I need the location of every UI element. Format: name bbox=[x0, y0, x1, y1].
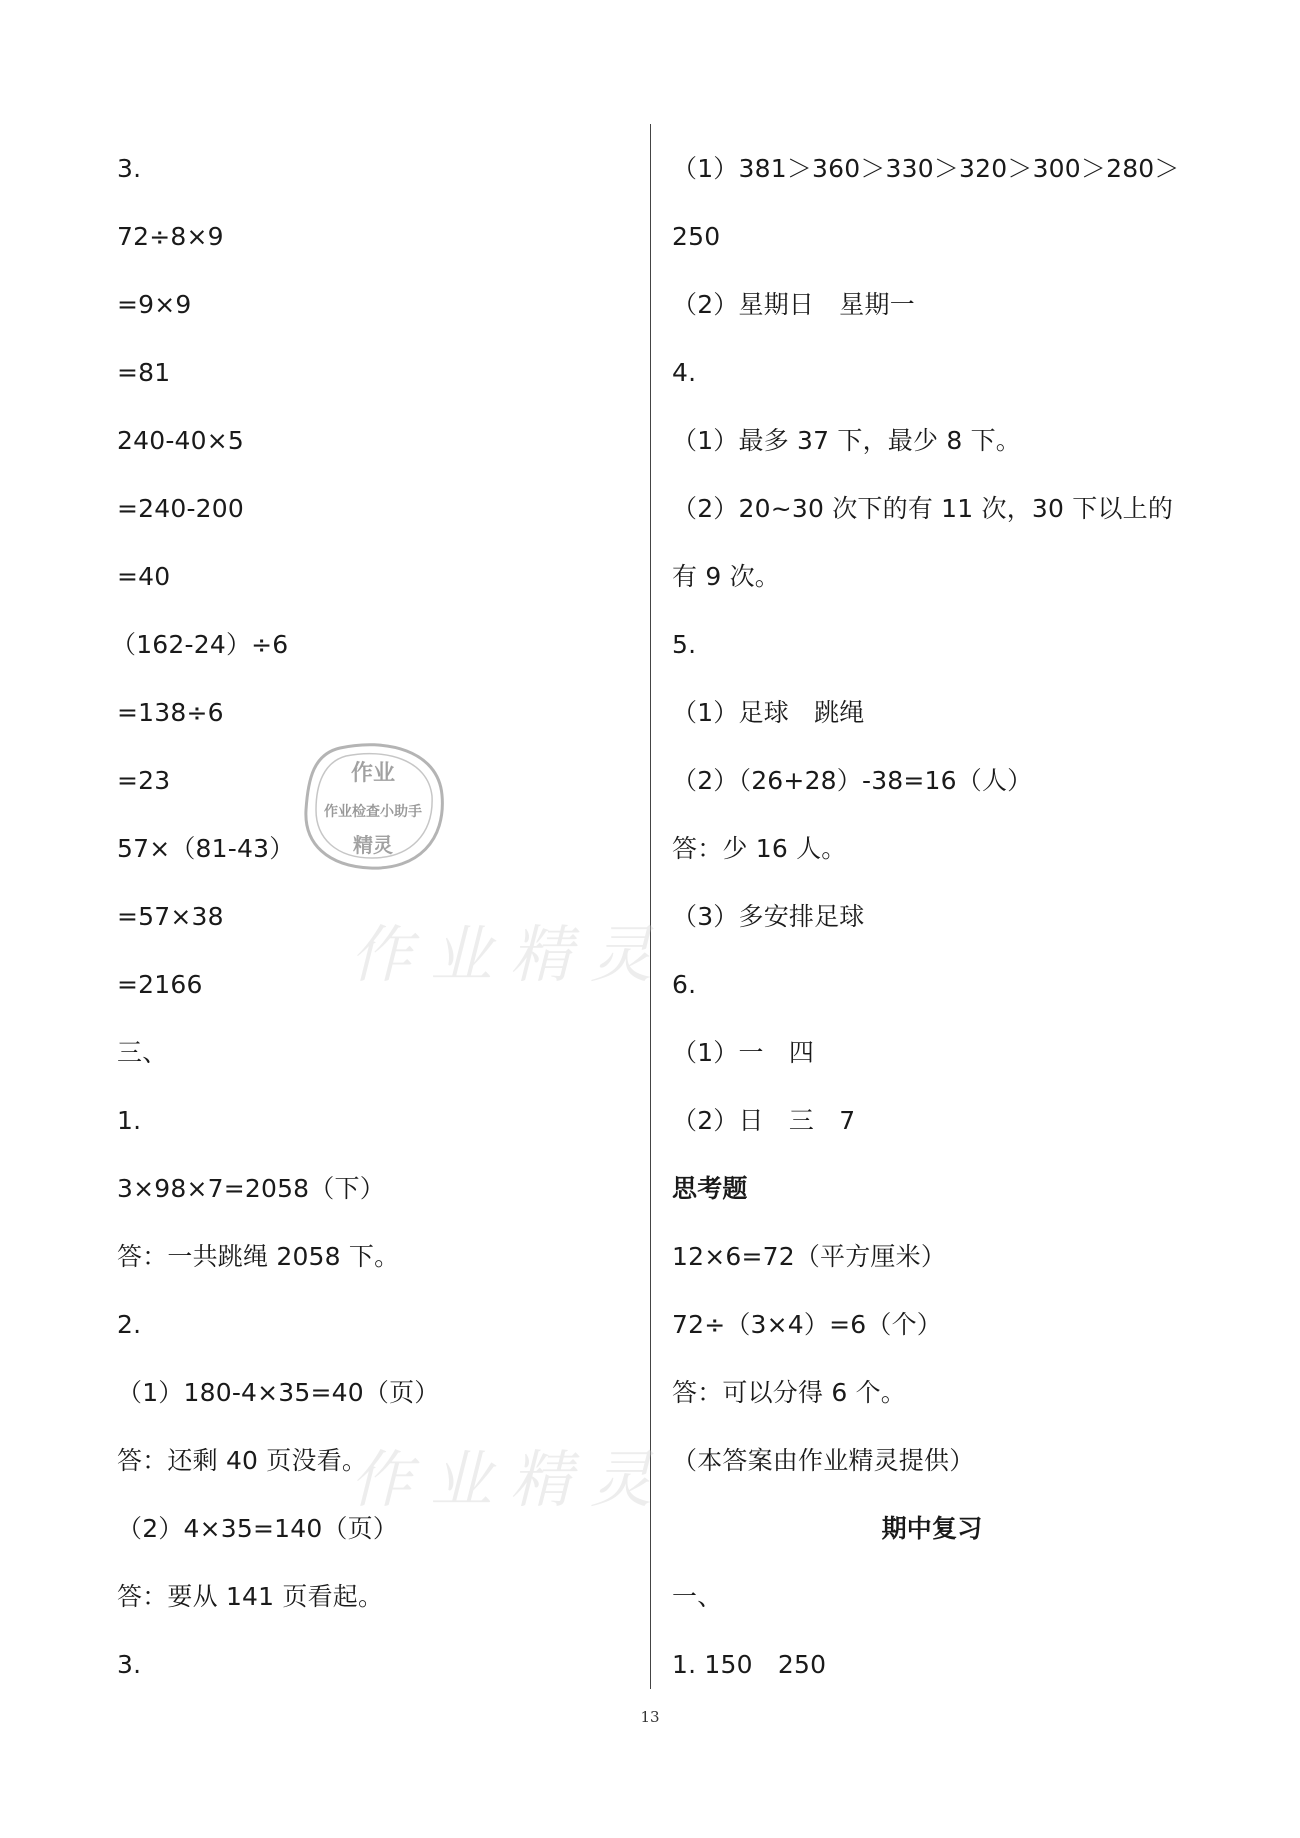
watermark-text: 作业精灵 bbox=[350, 1443, 671, 1516]
answer-line: 12×6=72（平方厘米） bbox=[672, 1242, 947, 1271]
answer-line: =9×9 bbox=[117, 290, 192, 319]
stamp-bottom-text: 精灵 bbox=[353, 833, 393, 857]
chapter-title: 期中复习 bbox=[881, 1514, 983, 1543]
answer-line: 72÷8×9 bbox=[117, 222, 224, 251]
answer-line: 4. bbox=[672, 358, 697, 387]
answer-line: 250 bbox=[672, 222, 721, 251]
stamp-watermark bbox=[300, 740, 446, 876]
answer-line: 答：一共跳绳 2058 下。 bbox=[117, 1242, 400, 1271]
answer-line: （1）381＞360＞330＞320＞300＞280＞ bbox=[672, 154, 1180, 183]
answer-line: 一、 bbox=[672, 1582, 723, 1611]
answer-line: 2. bbox=[117, 1310, 142, 1339]
answer-line: 答：还剩 40 页没看。 bbox=[117, 1446, 368, 1475]
stamp-middle-text: 作业检查小助手 bbox=[324, 804, 422, 820]
answer-line: （1）一 四 bbox=[672, 1038, 815, 1067]
answer-line: （2）4×35=140（页） bbox=[117, 1514, 399, 1543]
answer-line: （1）最多 37 下，最少 8 下。 bbox=[672, 426, 1022, 455]
answer-line: 3×98×7=2058（下） bbox=[117, 1174, 385, 1203]
answer-line: （2）20~30 次下的有 11 次，30 下以上的 bbox=[672, 494, 1174, 523]
answer-line: （1）足球 跳绳 bbox=[672, 698, 865, 727]
answer-line: 6. bbox=[672, 970, 697, 999]
answer-line: （2）日 三 7 bbox=[672, 1106, 856, 1135]
answer-line: 答：可以分得 6 个。 bbox=[672, 1378, 907, 1407]
answer-line: 答：少 16 人。 bbox=[672, 834, 847, 863]
answer-line: =23 bbox=[117, 766, 171, 795]
answer-line: （1）180-4×35=40（页） bbox=[117, 1378, 440, 1407]
answer-line: 240-40×5 bbox=[117, 426, 245, 455]
answer-line: =2166 bbox=[117, 970, 203, 999]
answer-line: =81 bbox=[117, 358, 171, 387]
answer-line: 1. bbox=[117, 1106, 142, 1135]
stamp-top-text: 作业 bbox=[350, 761, 396, 786]
answer-line: （3）多安排足球 bbox=[672, 902, 865, 931]
answer-line: 1. 150 250 bbox=[672, 1650, 827, 1679]
answer-line: 72÷（3×4）=6（个） bbox=[672, 1310, 942, 1339]
answer-line: =57×38 bbox=[117, 902, 224, 931]
answer-line: 有 9 次。 bbox=[672, 562, 780, 591]
answer-line: 5. bbox=[672, 630, 697, 659]
answer-line: （162-24）÷6 bbox=[111, 630, 289, 659]
answer-line: 答：要从 141 页看起。 bbox=[117, 1582, 384, 1611]
section-heading: 三、 bbox=[117, 1038, 168, 1067]
page-number: 13 bbox=[640, 1708, 660, 1726]
answer-line: 3. bbox=[117, 1650, 142, 1679]
answer-line: =40 bbox=[117, 562, 171, 591]
answer-line: （2）星期日 星期一 bbox=[672, 290, 915, 319]
answer-line: =240-200 bbox=[117, 494, 245, 523]
source-note: （本答案由作业精灵提供） bbox=[672, 1446, 975, 1475]
answer-line: 57×（81-43） bbox=[117, 834, 295, 863]
section-heading: 思考题 bbox=[672, 1174, 748, 1203]
watermark-text: 作业精灵 bbox=[350, 918, 671, 991]
answer-line: 3. bbox=[117, 154, 142, 183]
answer-line: =138÷6 bbox=[117, 698, 224, 727]
answer-line: （2）（26+28）-38=16（人） bbox=[672, 766, 1033, 795]
